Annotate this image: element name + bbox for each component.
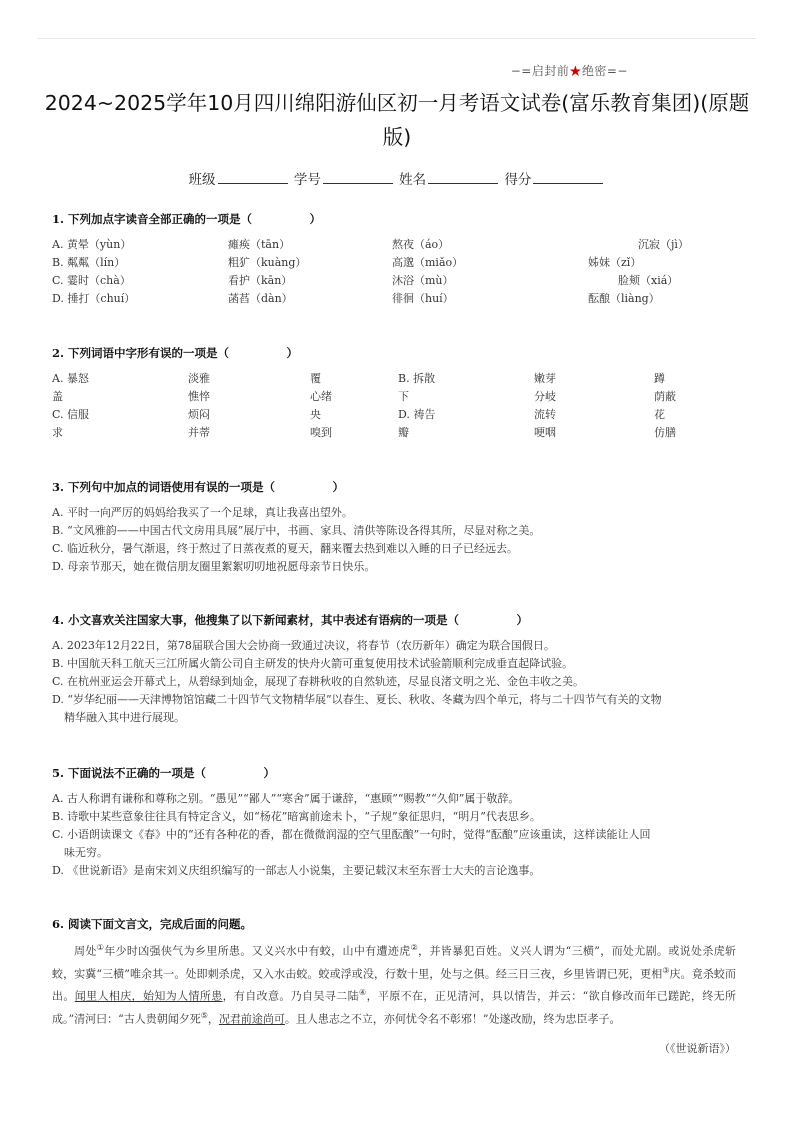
- q2-cell: 心绪: [310, 390, 332, 403]
- q1-option-d2: 菡萏（dàn）: [228, 292, 293, 305]
- question-5: [52, 764, 736, 880]
- passage-text: ，: [207, 1012, 219, 1026]
- q4-option-a: A. 2023年12月22日，第78届联合国大会协商一致通过决议，将春节（农历新年）确定为联合国假日。: [52, 639, 555, 652]
- q2-cell: 流转: [534, 408, 556, 421]
- q5-option-d: D. 《世说新语》是南宋刘义庆组织编写的一部志人小说集，主要记载汉末至东晋士大夫的言论逸事。: [52, 864, 541, 877]
- passage-text: 。且人患志之不立，亦何忧令名不彰邪！”处遂改励，终为忠臣孝子。: [284, 1012, 621, 1026]
- score-blank[interactable]: [533, 171, 603, 184]
- q2-cell: 分岐: [534, 390, 556, 403]
- q2-cell: 荫蔽: [654, 390, 676, 403]
- q4-option-d-cont: 精华融入其中进行展现。: [64, 711, 185, 724]
- name-blank[interactable]: [428, 171, 498, 184]
- q2-cell: 盖: [52, 390, 63, 403]
- q2-cell: 憔悴: [188, 390, 210, 403]
- q4-option-d: D. “岁华纪丽——天津博物馆馆藏二十四节气文物精华展”以春生、夏长、秋收、冬藏为四个单元，将与二十四节气有关的文物: [52, 693, 662, 706]
- q2-cell: 嗅到: [310, 426, 332, 439]
- footnote-marker: ②: [410, 943, 419, 952]
- q4-option-b: B. 中国航天科工航天三江所属火箭公司自主研发的快舟火箭可重复使用技术试验箭顺利完成垂直起降试验。: [52, 657, 574, 670]
- question-stem: 5. 下面说法不正确的一项是（ ）: [52, 766, 276, 780]
- q1-option-a1: A. 黄晕（yùn）: [52, 238, 132, 251]
- passage-text: 年少时凶强侠气为乡里所患。又义兴水中有蛟，山中有遭迹虎: [104, 944, 411, 958]
- q2-cell: 并蒂: [188, 426, 210, 439]
- option-row: [52, 290, 736, 308]
- q4-option-c: C. 在杭州亚运会开幕式上，从碧绿到灿金，展现了春耕秋收的自然轨迹，尽显良渚文明之光、金色丰收之美。: [52, 675, 585, 688]
- q1-option-b2: 粗犷（kuàng）: [228, 256, 307, 269]
- footnote-marker: ⑤: [200, 1010, 208, 1020]
- score-label: 得分: [504, 172, 532, 188]
- q2-cell: 求: [52, 426, 63, 439]
- q3-option-a: A. 平时一向严厉的妈妈给我买了一个足球，真让我喜出望外。: [52, 506, 353, 519]
- footnote-marker: ③: [662, 965, 670, 975]
- q3-option-c: C. 临近秋分，暑气渐退，终于熬过了日蒸夜煮的夏天，翻来覆去热到难以入睡的日子已经远去。: [52, 542, 519, 555]
- page-title: 2024~2025学年10月四川绵阳游仙区初一月考语文试卷(富乐教育集团)(原题版): [44, 91, 750, 149]
- option-row: [52, 272, 736, 290]
- option-row: [52, 388, 736, 406]
- secret-right-text: 绝密=−: [581, 64, 628, 78]
- q1-option-a4: 沉寂（jì）: [638, 238, 689, 251]
- passage-text: ，并皆暴犯百姓。义兴人谓为“三横”，而处尤剧。或说处杀虎斩蛟，实冀“三横”唯余其一。处即刺杀虎，又入水击蛟。蛟或浮或没，行数十里，处与之俱。经三日三夜，乡里皆谓已死，更相: [52, 944, 737, 981]
- confidential-stamp: [511, 62, 628, 79]
- q2-cell: 淡雅: [188, 372, 210, 385]
- q1-option-d4: 酝酿（liàng）: [588, 292, 660, 305]
- question-stem: 1. 下列加点字读音全部正确的一项是（ ）: [52, 212, 322, 226]
- q1-option-b3: 高邈（miǎo）: [392, 256, 464, 269]
- q2-cell: A. 暴怒: [52, 372, 89, 385]
- q5-option-a: A. 古人称谓有谦称和尊称之别。“愚见”“鄙人”“寒舍”属于谦辞，“惠顾”“赐教”“久仰”属于敬辞。: [52, 792, 520, 805]
- option-row: [52, 424, 736, 442]
- q2-cell: 蹲: [654, 372, 665, 385]
- q2-cell: 仿膳: [654, 426, 676, 439]
- q1-option-b4: 姊妹（zǐ）: [588, 256, 642, 269]
- passage-text: 周处: [74, 944, 97, 958]
- option-row: [52, 254, 736, 272]
- q2-cell: C. 信服: [52, 408, 90, 421]
- q2-cell: D. 祷告: [398, 408, 436, 421]
- underlined-sentence-2: 况君前途尚可: [218, 1012, 285, 1026]
- classical-passage: [52, 938, 736, 1029]
- q3-option-b: B. “文风雅韵——中国古代文房用具展”展厅中，书画、家具、清供等陈设各得其所，尽显对称之美。: [52, 524, 541, 537]
- question-stem: 6. 阅读下面文言文，完成后面的问题。: [52, 917, 253, 931]
- passage-text: ，有自改意。乃自吴寻二陆: [222, 989, 360, 1003]
- question-stem: 2. 下列词语中字形有误的一项是（ ）: [52, 346, 299, 360]
- question-1: [52, 210, 736, 308]
- q5-option-b: B. 诗歌中某些意象往往具有特定含义，如“杨花”暗寓前途未卜，“子规”象征思归，“明月”代表思乡。: [52, 810, 541, 823]
- q2-cell: 嫩芽: [534, 372, 556, 385]
- q1-option-d1: D. 捶打（chuí）: [52, 292, 136, 305]
- q1-option-c4: 脸颊（xiá）: [618, 274, 679, 287]
- q5-option-c-cont: 味无穷。: [64, 846, 108, 859]
- question-4: [52, 611, 736, 727]
- q1-option-c1: C. 霎时（chà）: [52, 274, 131, 287]
- question-2: [52, 344, 736, 442]
- q2-cell: B. 拆散: [398, 372, 436, 385]
- class-label: 班级: [188, 172, 216, 188]
- q1-option-c2: 看护（kān）: [228, 274, 293, 287]
- q2-cell: 哽咽: [534, 426, 556, 439]
- student-number-label: 学号: [293, 172, 321, 188]
- name-label: 姓名: [399, 172, 427, 188]
- question-stem: 4. 小文喜欢关注国家大事，他搜集了以下新闻素材，其中表述有语病的一项是（ ）: [52, 613, 529, 627]
- q5-option-c: C. 小语朗读课文《春》中的“还有各种花的香，都在微微润湿的空气里酝酿”一句时，觉得“酝酿”应该重读，这样读能让人回: [52, 828, 651, 841]
- q2-cell: 央: [310, 408, 321, 421]
- q1-option-a3: 熬夜（áo）: [392, 238, 450, 251]
- q1-option-c3: 沐浴（mù）: [392, 274, 454, 287]
- footnote-marker: ①: [96, 943, 105, 952]
- footnote-marker: ④: [359, 988, 367, 998]
- q2-cell: 下: [398, 390, 409, 403]
- q1-option-b1: B. 粼粼（lín）: [52, 256, 126, 269]
- underlined-sentence-1: 闻里人相庆，始知为人情所患: [74, 989, 223, 1003]
- secret-left-text: −=启封前: [510, 64, 570, 78]
- q2-cell: 花: [654, 408, 665, 421]
- q1-option-a2: 瘫痪（tān）: [228, 238, 291, 251]
- option-row: [52, 236, 736, 254]
- q2-cell: 覆: [310, 372, 321, 385]
- q3-option-d: D. 母亲节那天，她在微信朋友圈里絮絮叨叨地祝愿母亲节日快乐。: [52, 560, 376, 573]
- passage-source: （《世说新语》）: [659, 1042, 736, 1055]
- student-number-blank[interactable]: [323, 171, 393, 184]
- passage-text: 庆。竟杀蛟而出。: [52, 967, 736, 1003]
- passage-text: ，平原不在，正见清河，具以情告，并云：“欲自修改而年已蹉跎，终无所成。”清河曰：“古人贵朝闻夕死: [52, 989, 737, 1026]
- question-6: [52, 915, 736, 1029]
- question-stem: 3. 下列句中加点的词语使用有误的一项是（ ）: [52, 480, 345, 494]
- student-info-line: [0, 168, 794, 188]
- q2-cell: 瓣: [398, 426, 409, 439]
- option-row: [52, 370, 736, 388]
- class-blank[interactable]: [218, 171, 288, 184]
- question-3: [52, 478, 736, 576]
- star-icon: ★: [569, 64, 582, 78]
- header-divider: [38, 38, 756, 39]
- q2-cell: 烦闷: [188, 408, 210, 421]
- q1-option-d3: 徘徊（huí）: [392, 292, 454, 305]
- option-row: [52, 406, 736, 424]
